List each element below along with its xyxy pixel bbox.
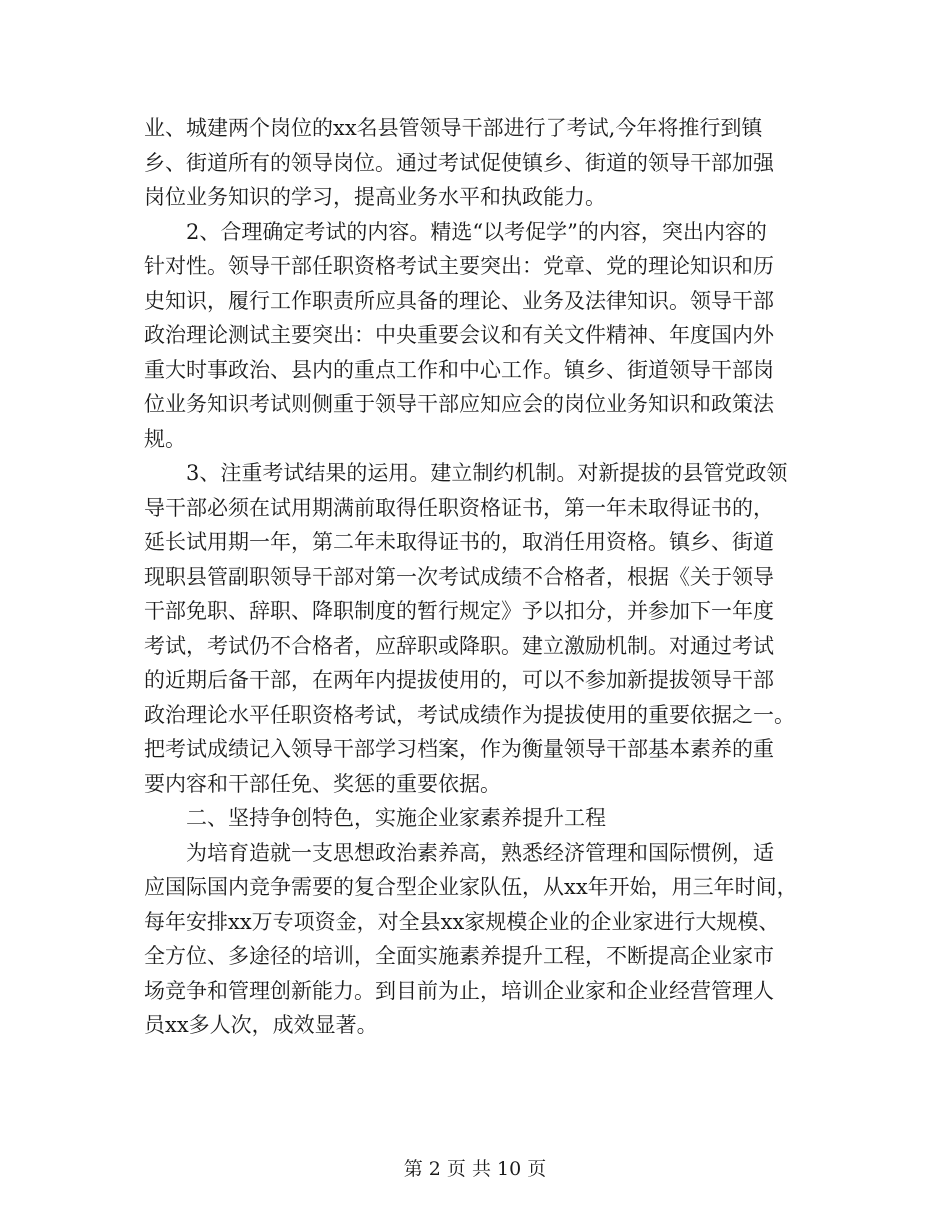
paragraph-line: 要内容和干部任免、奖惩的重要依据。 <box>144 771 501 796</box>
paragraph-line: 政治理论测试主要突出：中央重要会议和有关文件精神、年度国内外 <box>144 323 774 347</box>
paragraph-line: 针对性。领导干部任职资格考试主要突出：党章、党的理论知识和历 <box>144 254 774 278</box>
paragraph-line: 导干部必须在试用期满前取得任职资格证书，第一年未取得证书的， <box>144 495 774 520</box>
page-number-footer: 第 2 页 共 10 页 <box>403 1158 547 1180</box>
section-heading: 二、坚持争创特色，实施企业家素养提升工程 <box>186 806 606 830</box>
paragraph-line: 每年安排xx万专项资金，对全县xx家规模企业的企业家进行大规模、 <box>144 909 780 934</box>
paragraph-line: 把考试成绩记入领导干部学习档案，作为衡量领导干部基本素养的重 <box>144 737 774 761</box>
paragraph-line: 员xx多人次，成效显著。 <box>144 1013 378 1037</box>
paragraph-line: 位业务知识考试则侧重于领导干部应知应会的岗位业务知识和政策法 <box>144 392 774 416</box>
paragraph-line: 全方位、多途径的培训，全面实施素养提升工程，不断提高企业家市 <box>144 944 774 968</box>
paragraph-line: 政治理论水平任职资格考试，考试成绩作为提拔使用的重要依据之一。 <box>144 702 795 727</box>
paragraph-line: 业、城建两个岗位的xx名县管领导干部进行了考试,今年将推行到镇 <box>144 116 763 140</box>
paragraph-line: 延长试用期一年，第二年未取得证书的，取消任用资格。镇乡、街道 <box>144 530 774 554</box>
paragraph-line: 的近期后备干部，在两年内提拔使用的，可以不参加新提拔领导干部 <box>144 668 774 692</box>
paragraph-line: 3、注重考试结果的运用。建立制约机制。对新提拔的县管党政领 <box>186 461 788 485</box>
paragraph-line: 现职县管副职领导干部对第一次考试成绩不合格者，根据《关于领导 <box>144 564 774 589</box>
paragraph-line: 乡、街道所有的领导岗位。通过考试促使镇乡、街道的领导干部加强 <box>144 150 774 175</box>
paragraph-line: 考试，考试仍不合格者，应辞职或降职。建立激励机制。对通过考试 <box>144 633 774 658</box>
paragraph-line: 为培育造就一支思想政治素养高，熟悉经济管理和国际惯例，适 <box>186 840 774 865</box>
paragraph-line: 场竞争和管理创新能力。到目前为止，培训企业家和企业经营管理人 <box>144 978 774 1003</box>
paragraph-line: 规。 <box>144 426 186 451</box>
paragraph-line: 岗位业务知识的学习，提高业务水平和执政能力。 <box>144 185 606 209</box>
paragraph-line: 应国际国内竞争需要的复合型企业家队伍，从xx年开始，用三年时间， <box>144 875 798 899</box>
paragraph-line: 干部免职、辞职、降职制度的暂行规定》予以扣分，并参加下一年度 <box>144 599 774 623</box>
paragraph-line: 2、合理确定考试的内容。精选“以考促学”的内容，突出内容的 <box>186 219 767 244</box>
paragraph-line: 重大时事政治、县内的重点工作和中心工作。镇乡、街道领导干部岗 <box>144 357 774 382</box>
paragraph-line: 史知识，履行工作职责所应具备的理论、业务及法律知识。领导干部 <box>144 288 774 313</box>
